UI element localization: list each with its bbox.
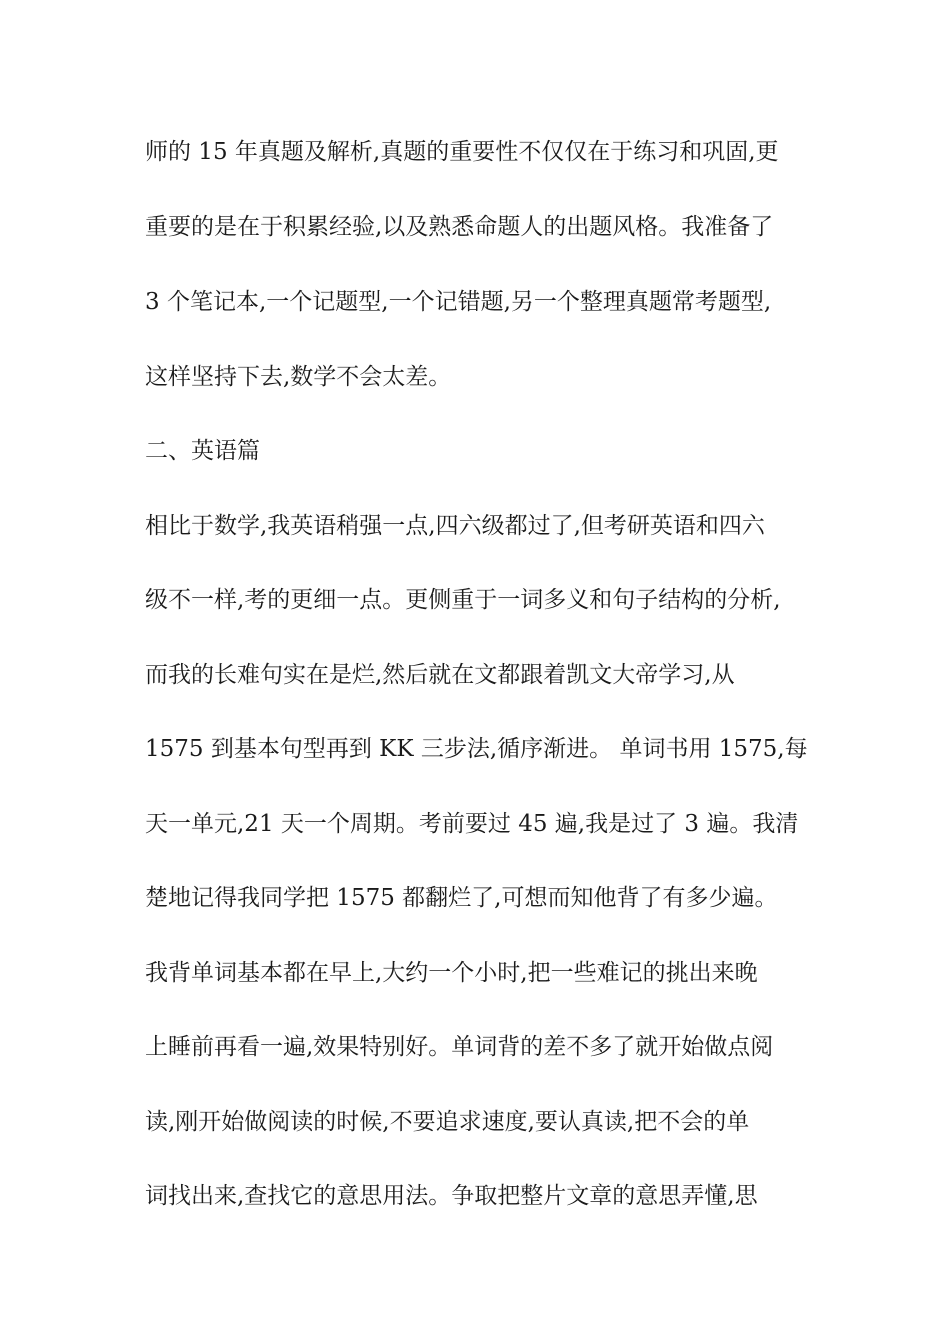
text-line-8: 而我的长难句实在是烂,然后就在文都跟着凯文大帝学习,从	[145, 662, 735, 688]
text-line-7: 级不一样,考的更细一点。更侧重于一词多义和句子结构的分析,	[145, 587, 781, 613]
section-heading-english: 二、英语篇	[145, 438, 260, 464]
text-line-11: 楚地记得我同学把 1575 都翻烂了,可想而知他背了有多少遍。	[145, 885, 778, 911]
text-line-3: 3 个笔记本,一个记题型,一个记错题,另一个整理真题常考题型,	[145, 289, 772, 315]
text-line-1: 师的 15 年真题及解析,真题的重要性不仅仅在于练习和巩固,更	[145, 139, 779, 165]
text-line-4: 这样坚持下去,数学不会太差。	[145, 364, 452, 390]
text-line-9: 1575 到基本句型再到 KK 三步法,循序渐进。 单词书用 1575,每	[145, 736, 808, 762]
text-line-2: 重要的是在于积累经验,以及熟悉命题人的出题风格。我准备了	[145, 214, 774, 240]
text-line-10: 天一单元,21 天一个周期。考前要过 45 遍,我是过了 3 遍。我清	[145, 811, 799, 837]
text-line-6: 相比于数学,我英语稍强一点,四六级都过了,但考研英语和四六	[145, 513, 765, 539]
text-line-13: 上睡前再看一遍,效果特别好。单词背的差不多了就开始做点阅	[145, 1034, 774, 1060]
text-line-14: 读,刚开始做阅读的时候,不要追求速度,要认真读,把不会的单	[145, 1109, 750, 1135]
text-line-12: 我背单词基本都在早上,大约一个小时,把一些难记的挑出来晚	[145, 960, 758, 986]
text-line-15: 词找出来,查找它的意思用法。争取把整片文章的意思弄懂,思	[145, 1183, 758, 1209]
